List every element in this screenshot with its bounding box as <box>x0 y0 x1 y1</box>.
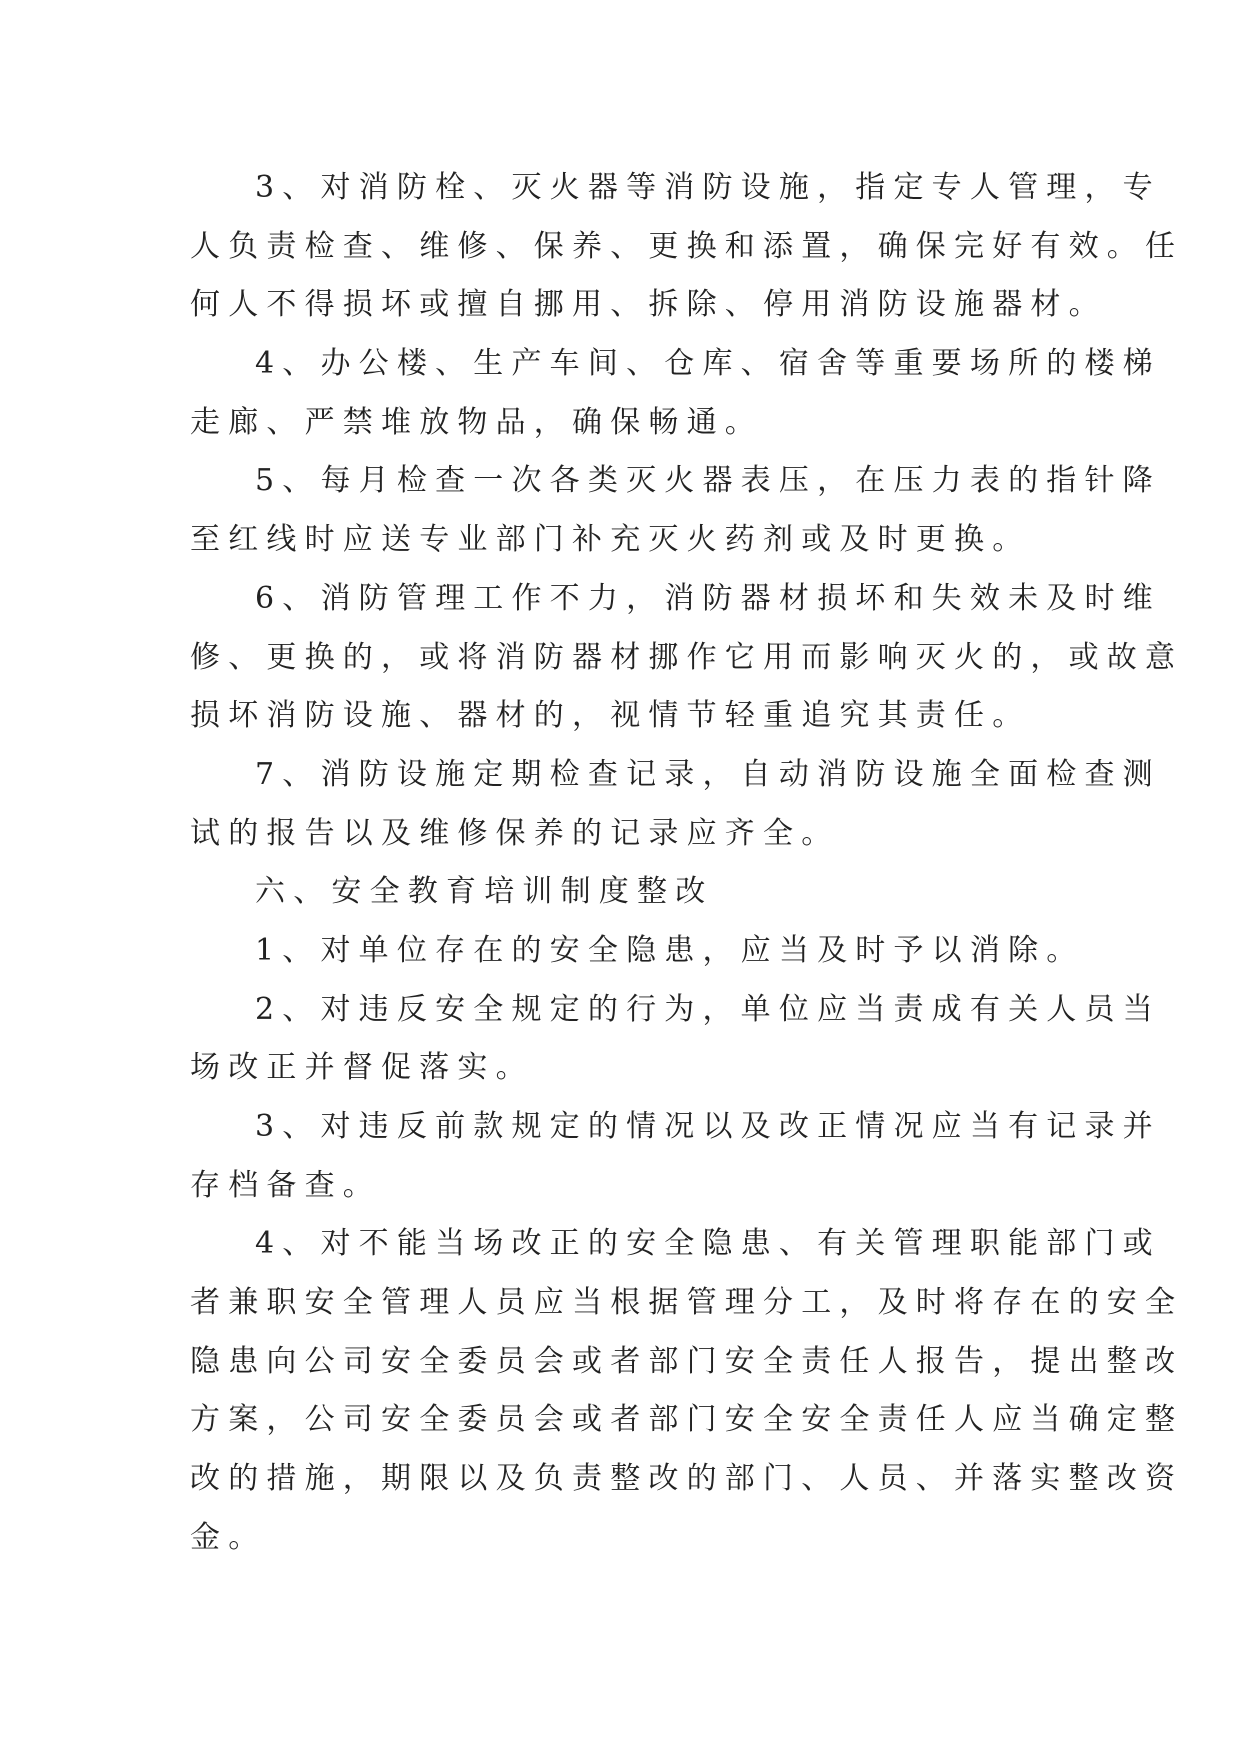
text-line: 存档备查。 <box>190 1167 381 1203</box>
text-line: 4、对不能当场改正的安全隐患、有关管理职能部门或 <box>255 1226 1161 1262</box>
text-line: 方案，公司安全委员会或者部门安全安全责任人应当确定整 <box>190 1402 1184 1438</box>
text-line: 1、对单位存在的安全隐患，应当及时予以消除。 <box>255 932 1085 968</box>
text-line: 3、对违反前款规定的情况以及改正情况应当有记录并 <box>255 1109 1161 1144</box>
text-line: 人负责检查、维修、保养、更换和添置，确保完好有效。任 <box>190 228 1184 264</box>
text-line: 至红线时应送专业部门补充灭火药剂或及时更换。 <box>190 522 1031 558</box>
text-line: 5、每月检查一次各类灭火器表压，在压力表的指针降 <box>255 463 1161 499</box>
text-line: 损坏消防设施、器材的，视情节轻重追究其责任。 <box>190 698 1031 734</box>
text-line: 3、对消防栓、灭火器等消防设施，指定专人管理，专 <box>255 170 1161 205</box>
text-line: 试的报告以及维修保养的记录应齐全。 <box>190 815 840 851</box>
text-line: 4、办公楼、生产车间、仓库、宿舍等重要场所的楼梯 <box>255 346 1161 382</box>
text-line: 何人不得损坏或擅自挪用、拆除、停用消防设施器材。 <box>190 287 1107 323</box>
text-line: 7、消防设施定期检查记录，自动消防设施全面检查测 <box>255 756 1161 792</box>
text-line: 者兼职安全管理人员应当根据管理分工，及时将存在的安全 <box>190 1285 1184 1321</box>
text-line: 改的措施，期限以及负责整改的部门、人员、并落实整改资 <box>190 1461 1184 1497</box>
text-line: 2、对违反安全规定的行为，单位应当责成有关人员当 <box>255 991 1161 1027</box>
text-line: 隐患向公司安全委员会或者部门安全责任人报告，提出整改 <box>190 1343 1184 1379</box>
text-line: 走廊、严禁堆放物品，确保畅通。 <box>190 404 763 440</box>
document-body <box>190 159 1184 1568</box>
text-line: 场改正并督促落实。 <box>190 1050 534 1086</box>
text-line: 6、消防管理工作不力，消防器材损坏和失效未及时维 <box>255 580 1161 616</box>
text-line: 修、更换的，或将消防器材挪作它用而影响灭火的，或故意 <box>190 639 1184 675</box>
section-heading: 六、安全教育培训制度整改 <box>255 874 714 910</box>
text-line: 金。 <box>190 1519 267 1555</box>
